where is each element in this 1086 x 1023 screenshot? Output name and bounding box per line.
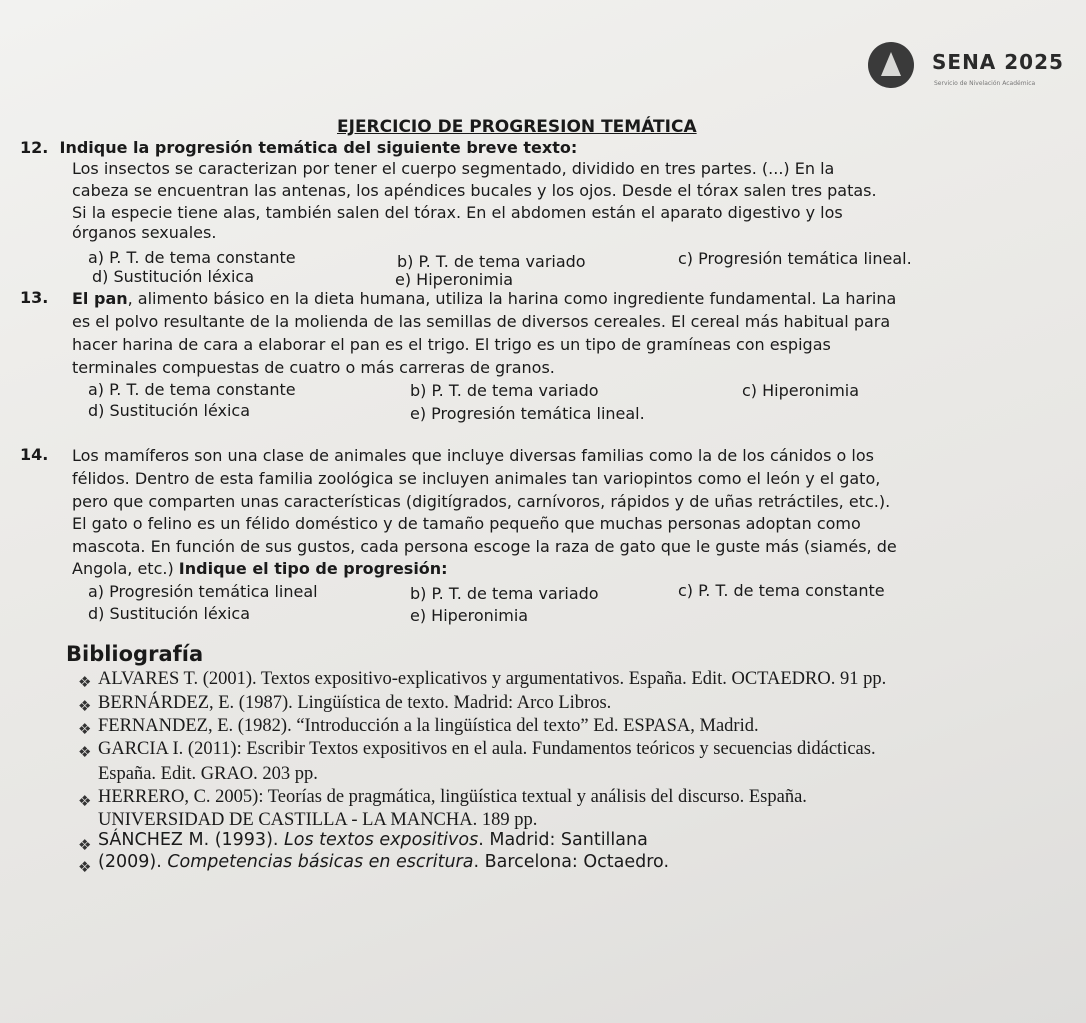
q14-line-4: El gato o felino es un félido doméstico y de tamaño pequeño que muchas personas adoptan como: [72, 514, 861, 533]
sena-logo: [868, 42, 1078, 100]
sena-logo-icon: [868, 42, 914, 88]
q14-last-line: Angola, etc.): [72, 559, 179, 578]
q13-line-2: es el polvo resultante de la molienda de las semillas de diversos cereales. El cereal más habitual para: [72, 312, 891, 331]
q14-option-e: e) Hiperonimia: [410, 606, 529, 625]
q14-prompt: Indique el tipo de progresión:: [178, 559, 448, 578]
q12-option-b: b) P. T. de tema variado: [397, 252, 586, 271]
q13-option-e: e) Progresión temática lineal.: [410, 404, 645, 423]
q12-line-4: órganos sexuales.: [72, 223, 217, 242]
bullet-icon: ❖: [78, 858, 92, 876]
bibliography-heading: Bibliografía: [66, 642, 204, 666]
q14-line-5: mascota. En función de sus gustos, cada persona escoge la raza de gato que le guste más (siamés, de: [72, 537, 897, 556]
q12-line-3: Si la especie tiene alas, también salen del tórax. En el abdomen están el aparato digestivo y los: [72, 203, 843, 222]
q12-option-d: d) Sustitución léxica: [92, 267, 255, 286]
bib-entry-6-post: . Madrid: Santillana: [478, 830, 648, 850]
q13-line-4: terminales compuestas de cuatro o más carreras de granos.: [72, 358, 555, 377]
q14-line-6: [72, 558, 448, 579]
bib-entry-1: ALVARES T. (2001). Textos expositivo-explicativos y argumentativos. España. Edit. OCTAEDRO. 91 pp.: [98, 669, 887, 689]
q14-option-d: d) Sustitución léxica: [88, 604, 251, 623]
q14-line-1: Los mamíferos son una clase de animales que incluye diversas familias como la de los cánidos o los: [72, 446, 874, 465]
q12-option-e: e) Hiperonimia: [395, 270, 514, 289]
bib-entry-7-pre: (2009).: [98, 852, 168, 872]
bib-entry-5-cont: UNIVERSIDAD DE CASTILLA - LA MANCHA. 189 pp.: [98, 810, 538, 830]
bib-entry-6: [98, 830, 648, 850]
bullet-icon: ❖: [78, 673, 92, 691]
q13-option-a: a) P. T. de tema constante: [88, 380, 296, 399]
q13-option-c: c) Hiperonimia: [742, 381, 860, 400]
q13-line-3: hacer harina de cara a elaborar el pan es el trigo. El trigo es un tipo de gramíneas con espigas: [72, 335, 831, 354]
bullet-icon: ❖: [78, 720, 92, 738]
q13-number: 13.: [20, 288, 49, 307]
q13-bold-word: El pan: [72, 289, 128, 308]
logo-name: SENA 2025: [932, 50, 1064, 74]
bullet-icon: ❖: [78, 743, 92, 761]
bullet-icon: ❖: [78, 792, 92, 810]
bib-entry-5: HERRERO, C. 2005): Teorías de pragmática, lingüística textual y análisis del discurso. España.: [98, 787, 807, 807]
q12-number: 12.: [20, 138, 49, 157]
page-title: EJERCICIO DE PROGRESION TEMÁTICA: [337, 117, 697, 137]
bib-entry-7-title: Competencias básicas en escritura: [167, 852, 474, 872]
q14-option-b: b) P. T. de tema variado: [410, 584, 599, 603]
bib-entry-6-pre: SÁNCHEZ M. (1993).: [98, 830, 285, 850]
bib-entry-2: BERNÁRDEZ, E. (1987). Lingüística de texto. Madrid: Arco Libros.: [98, 693, 612, 713]
q14-option-c: c) P. T. de tema constante: [678, 581, 885, 600]
q13-option-b: b) P. T. de tema variado: [410, 381, 599, 400]
bib-entry-3: FERNANDEZ, E. (1982). “Introducción a la lingüística del texto” Ed. ESPASA, Madrid.: [98, 716, 759, 736]
bib-entry-6-title: Los textos expositivos: [284, 830, 479, 850]
bib-entry-7: [98, 852, 669, 872]
bib-entry-7-post: . Barcelona: Octaedro.: [473, 852, 670, 872]
q12-prompt: Indique la progresión temática del siguiente breve texto:: [59, 138, 578, 157]
bullet-icon: ❖: [78, 836, 92, 854]
q12-option-a: a) P. T. de tema constante: [88, 248, 296, 267]
q14-option-a: a) Progresión temática lineal: [88, 582, 318, 601]
bib-entry-4-cont: España. Edit. GRAO. 203 pp.: [98, 764, 318, 784]
q12-header: [20, 138, 577, 157]
q12-line-1: Los insectos se caracterizan por tener el cuerpo segmentado, dividido en tres partes. (...) En la: [72, 159, 835, 178]
bullet-icon: ❖: [78, 697, 92, 715]
q14-number: 14.: [20, 445, 49, 464]
q14-line-3: pero que comparten unas características (digitígrados, carnívoros, rápidos y de uñas retráctiles, etc.).: [72, 492, 891, 511]
bib-entry-4: GARCIA I. (2011): Escribir Textos expositivos en el aula. Fundamentos teóricos y secuencias didácticas.: [98, 739, 876, 759]
logo-subtitle: Servicio de Nivelación Académica: [934, 80, 1036, 87]
q13-line-1-text: , alimento básico en la dieta humana, utiliza la harina como ingrediente fundamental. La harina: [127, 289, 897, 308]
q13-line-1: [72, 288, 896, 309]
q12-option-c: c) Progresión temática lineal.: [678, 249, 912, 268]
q13-option-d: d) Sustitución léxica: [88, 401, 251, 420]
q14-line-2: félidos. Dentro de esta familia zoológica se incluyen animales tan variopintos como el león y el gato,: [72, 469, 881, 488]
q12-line-2: cabeza se encuentran las antenas, los apéndices bucales y los ojos. Desde el tórax salen tres patas.: [72, 181, 877, 200]
